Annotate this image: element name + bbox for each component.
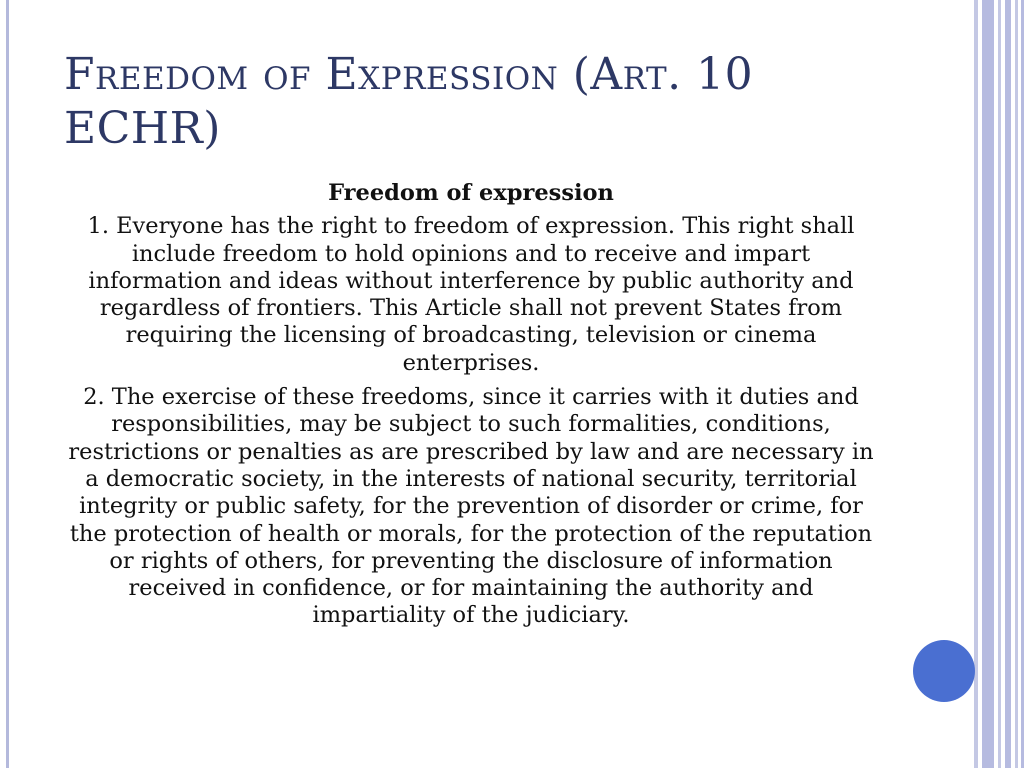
stripe	[974, 0, 978, 768]
article-paragraph-2: 2. The exercise of these freedoms, since it carries with it duties and responsibilities, may be subject to such formalities, conditions, restrictions or penalties as are prescribed by law and are necessary in a democratic society, in the interests of national security, territorial integrity or public safety, for the prevention of disorder or crime, for the protection of health or morals, for the protection of the reputation or rights of others, for preventing the disclosure of information received in confidence, or for maintaining the authority and impartiality of the judiciary.	[68, 384, 874, 629]
left-border-rule	[6, 0, 9, 768]
article-paragraph-1: 1. Everyone has the right to freedom of expression. This right shall include freedom to hold opinions and to receive and impart information and ideas without interference by public authority and regardless of frontiers. This Article shall not prevent States from requiring the licensing of broadcasting, television or cinema enterprises.	[87, 213, 855, 376]
slide-title: Freedom of Expression (Art. 10 ECHR)	[64, 49, 754, 154]
stripe	[1015, 0, 1018, 768]
stripe	[998, 0, 1001, 768]
stripe	[1005, 0, 1011, 768]
article-heading: Freedom of expression	[328, 180, 614, 206]
stripe	[982, 0, 994, 768]
decorative-circle	[913, 640, 975, 702]
slide-body	[62, 180, 880, 637]
right-decorative-stripes	[974, 0, 1024, 768]
